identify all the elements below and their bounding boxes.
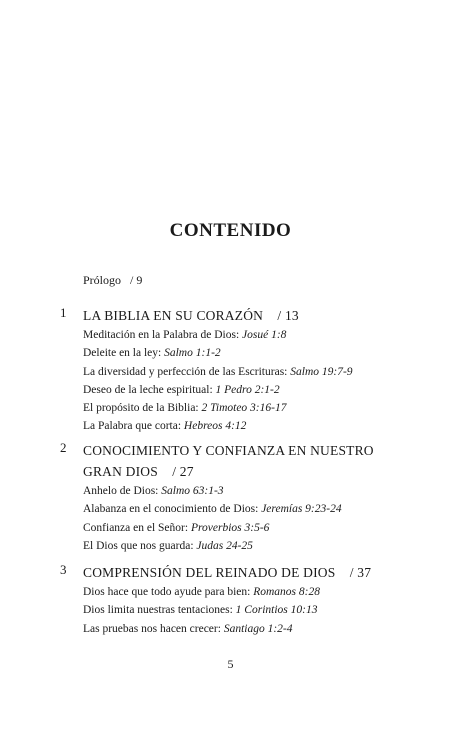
chapter-separator: /: [172, 464, 177, 479]
chapter-title: [83, 562, 440, 583]
chapter-number: 3: [60, 562, 67, 577]
entry-reference: 1 Corintios 10:13: [235, 604, 318, 617]
chapter-title-text: CONOCIMIENTO Y CONFIANZA EN NUESTRO: [83, 443, 374, 458]
entry-text: Deleite en la ley:: [83, 347, 165, 360]
entry-reference: Hebreos 4:12: [183, 420, 247, 433]
prologue-page: 9: [136, 273, 143, 287]
entry-reference: 1 Pedro 2:1-2: [215, 383, 280, 396]
toc-entry: [83, 417, 440, 435]
prologue-label: Prólogo: [83, 273, 122, 287]
toc-entry: [83, 601, 440, 619]
entry-text: Confianza en el Señor:: [83, 521, 191, 534]
chapter-page: 37: [357, 565, 372, 580]
toc-entry: [83, 381, 440, 399]
chapter-separator: /: [277, 308, 282, 323]
toc-prologue: [83, 273, 142, 288]
entry-reference: Josué 1:8: [242, 329, 287, 341]
toc-entry: [83, 482, 440, 500]
prologue-separator: /: [130, 273, 134, 287]
entry-text: El Dios que nos guarda:: [83, 539, 197, 552]
toc-entry: [83, 519, 440, 537]
toc-entry: [83, 399, 440, 417]
entry-text: La Palabra que corta:: [83, 420, 184, 433]
entry-text: El propósito de la Biblia:: [83, 402, 202, 415]
chapter-number: 1: [60, 305, 67, 320]
toc-entry: [83, 537, 440, 555]
entry-reference: Jeremías 9:23-24: [261, 503, 342, 516]
entry-reference: Romanos 8:28: [253, 586, 320, 598]
chapter-page: 27: [179, 464, 194, 479]
entry-text: La diversidad y perfección de las Escrituras:: [83, 365, 291, 378]
toc-chapter-3: [60, 562, 440, 638]
page-number: 5: [227, 657, 234, 671]
entry-text: Alabanza en el conocimiento de Dios:: [83, 503, 262, 516]
entry-text: Deseo de la leche espiritual:: [83, 383, 216, 396]
entry-reference: Proverbios 3:5-6: [190, 521, 270, 534]
entry-reference: Salmo 63:1-3: [161, 485, 224, 497]
entry-text: Anhelo de Dios:: [83, 485, 162, 497]
toc-chapter-1: [60, 305, 440, 436]
chapter-title: [83, 305, 440, 326]
toc-entry: [83, 500, 440, 518]
toc-entry: [83, 344, 440, 362]
chapter-title-text: COMPRENSIÓN DEL REINADO DE DIOS: [83, 565, 336, 580]
entry-text: Dios hace que todo ayude para bien:: [83, 586, 254, 598]
chapter-separator: /: [349, 565, 354, 580]
chapter-title-continued: [83, 461, 440, 482]
entry-reference: Salmo 19:7-9: [290, 365, 353, 378]
entry-text: Dios limita nuestras tentaciones:: [83, 604, 236, 617]
chapter-page: 13: [284, 308, 299, 323]
toc-entry: [83, 620, 440, 638]
entry-reference: 2 Timoteo 3:16-17: [201, 402, 287, 415]
chapter-title-text: LA BIBLIA EN SU CORAZÓN: [83, 308, 264, 323]
chapter-number: 2: [60, 440, 67, 455]
chapter-title-text: GRAN DIOS: [83, 464, 158, 479]
page-title: CONTENIDO: [169, 220, 292, 241]
chapter-title: [83, 440, 440, 461]
entry-reference: Santiago 1:2-4: [223, 622, 293, 635]
entry-text: Las pruebas nos hacen crecer:: [83, 622, 224, 635]
toc-chapter-2: [60, 440, 440, 555]
entry-reference: Salmo 1:1-2: [164, 347, 221, 360]
toc-entry: [83, 326, 440, 344]
toc-entry: [83, 583, 440, 601]
entry-reference: Judas 24-25: [196, 539, 253, 552]
toc-entry: [83, 363, 440, 381]
entry-text: Meditación en la Palabra de Dios:: [83, 329, 243, 341]
